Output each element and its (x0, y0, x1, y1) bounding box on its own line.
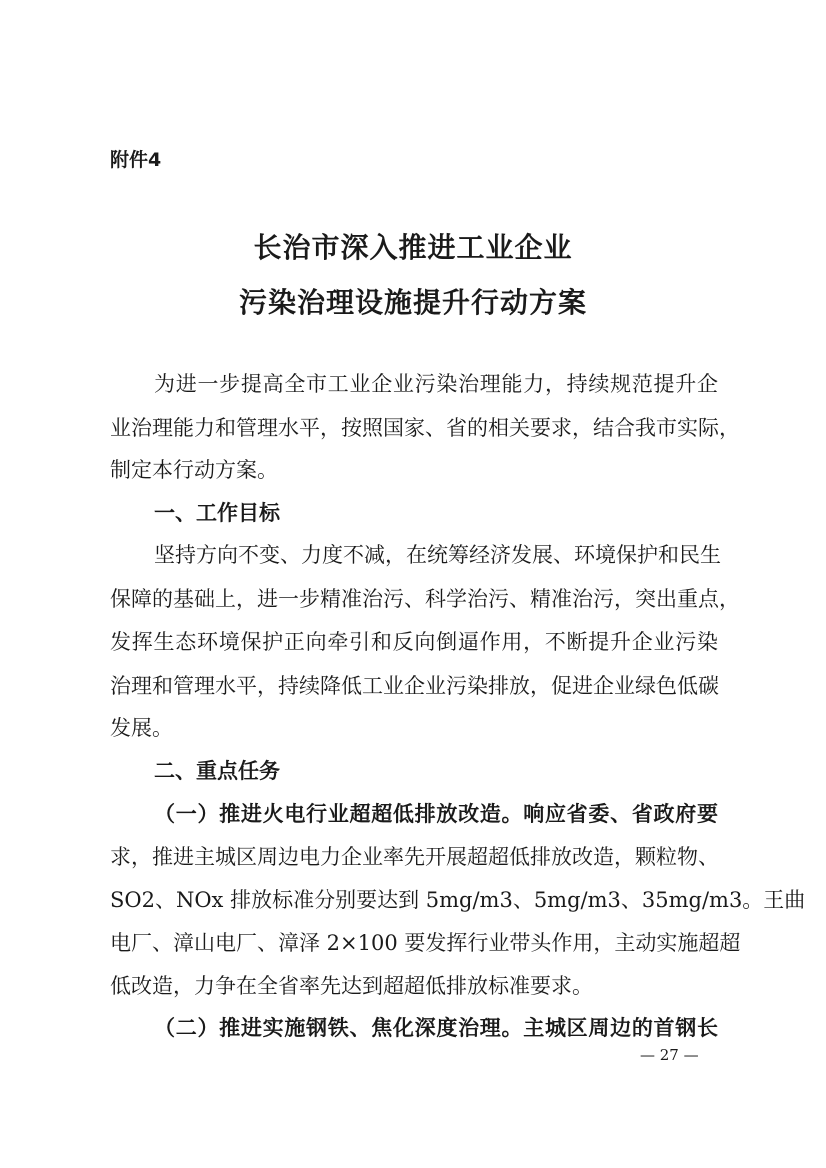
paragraph-line: 保障的基础上，进一步精准治污、科学治污、精准治污，突出重点， (110, 587, 740, 611)
paragraph-line: （一）推进火电行业超超低排放改造。响应省委、省政府要 (154, 801, 718, 826)
section-heading: 二、重点任务 (154, 759, 280, 783)
section-heading: 一、工作目标 (154, 501, 280, 525)
page-number: — 27 — (640, 1046, 699, 1064)
paragraph-line: 低改造，力争在全省率先达到超超低排放标准要求。 (110, 974, 593, 998)
title-line-2: 污染治理设施提升行动方案 (238, 286, 587, 319)
paragraph-line: 业治理能力和管理水平，按照国家、省的相关要求，结合我市实际， (110, 416, 740, 440)
attachment-label: 附件4 (110, 149, 162, 171)
paragraph-line: 求，推进主城区周边电力企业率先开展超超低排放改造，颗粒物、 (110, 845, 719, 869)
title-line-1: 长治市深入推进工业企业 (253, 231, 573, 264)
paragraph-line: 治理和管理水平，持续降低工业企业污染排放，促进企业绿色低碳 (110, 674, 719, 698)
paragraph-line: SO2、NOx 排放标准分别要达到 5mg/m3、5mg/m3、35mg/m3。王曲 (110, 888, 806, 912)
paragraph-line: 坚持方向不变、力度不减，在统筹经济发展、环境保护和民生 (154, 543, 721, 567)
paragraph-line: 发展。 (110, 716, 173, 740)
paragraph-line: 为进一步提高全市工业企业污染治理能力，持续规范提升企 (154, 372, 718, 396)
paragraph-line: （二）推进实施钢铁、焦化深度治理。主城区周边的首钢长 (154, 1015, 718, 1040)
paragraph-line: 发挥生态环境保护正向牵引和反向倒逼作用，不断提升企业污染 (110, 630, 718, 654)
paragraph-line: 制定本行动方案。 (110, 458, 278, 482)
paragraph-line: 电厂、漳山电厂、漳泽 2×100 要发挥行业带头作用，主动实施超超 (110, 931, 741, 955)
